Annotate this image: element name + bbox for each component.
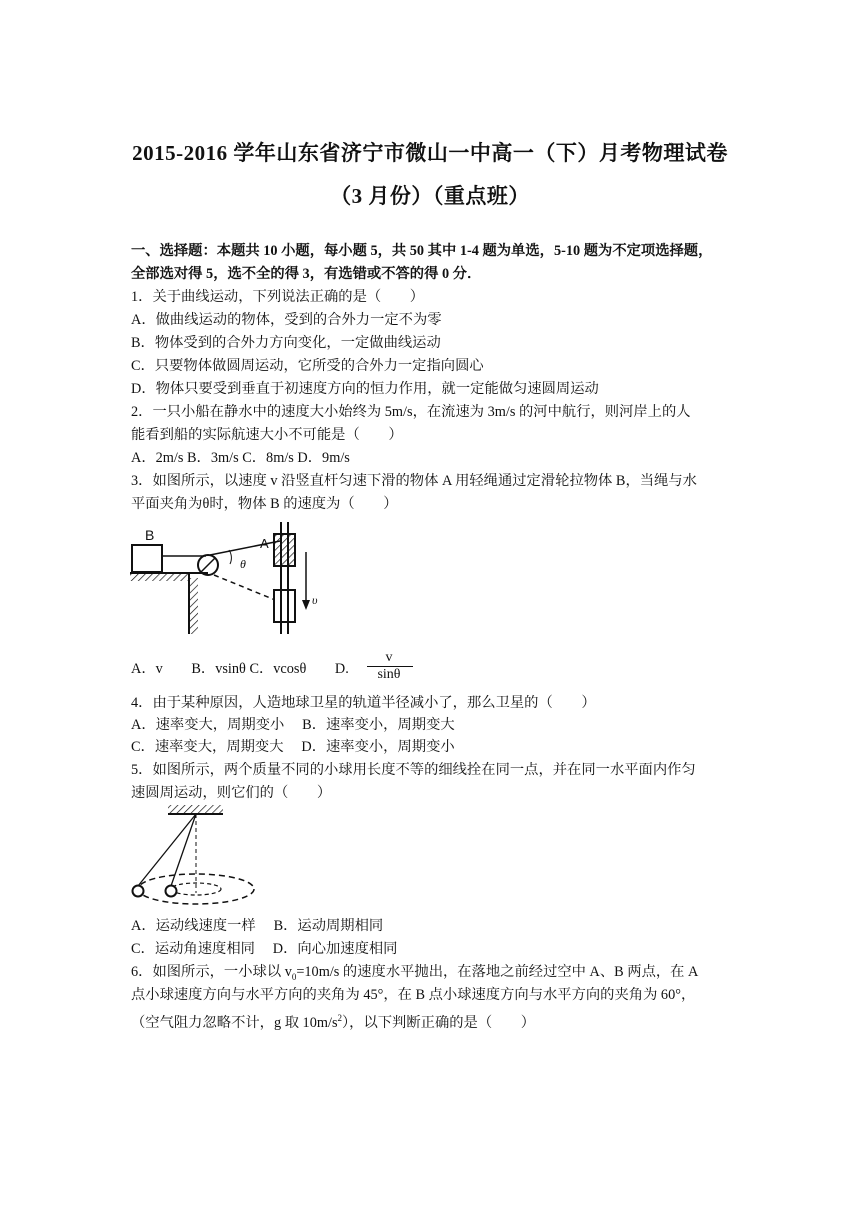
q1-option-a: A．做曲线运动的物体，受到的合外力一定不为零 [131,312,442,328]
q2-stem-line2: 能看到船的实际航速大小不可能是（ ） [131,427,403,443]
label-v: υ [312,593,318,607]
q6-line1-post: =10m/s 的速度水平抛出，在落地之前经过空中 A、B 两点，在 A [296,964,699,980]
exam-title-line1: 2015-2016 学年山东省济宁市微山一中高一（下）月考物理试卷 [132,141,728,165]
q2-stem-line1: 2．一只小船在静水中的速度大小始终为 5m/s，在流速为 3m/s 的河中航行，则河岸上的人 [131,404,691,420]
q6-stem-line2: 点小球速度方向与水平方向的夹角为 45°，在 B 点小球速度方向与水平方向的夹角为 60°， [131,987,696,1003]
q3-stem-line2: 平面夹角为θ时，物体 B 的速度为（ ） [131,496,398,512]
label-a: A [260,536,269,551]
q1-option-b: B．物体受到的合外力方向变化，一定做曲线运动 [131,335,441,351]
ball-outer [133,886,144,897]
q1-option-d: D．物体只要受到垂直于初速度方向的恒力作用，就一定能做匀速圆周运动 [131,381,599,397]
q6-line1-pre: 6．如图所示，一小球以 v [131,964,292,980]
exam-title-line2: （3 月份）（重点班） [330,184,530,208]
angle-arc [229,550,231,564]
q5-stem-line2: 速圆周运动，则它们的（ ） [131,785,332,801]
q3-options: A．v B．vsinθ C．vcosθ D. [131,661,349,677]
ball-inner [166,886,177,897]
object-a [274,534,295,566]
q6-stem-line1 [131,962,698,987]
string-long [138,814,196,886]
string-short [171,814,196,886]
q6-line1-sub: 0 [291,971,297,982]
ceiling-hatch [168,805,223,813]
q6-line3-sup: 2 [337,1013,343,1023]
block-b [132,545,162,572]
rope-slanted [210,541,280,555]
rope-dashed [214,575,280,602]
q4-stem: 4．由于某种原因，人造地球卫星的轨道半径减小了，那么卫星的（ ） [131,695,596,711]
section-heading-line1: 一、选择题：本题共 10 小题，每小题 5，共 50 其中 1-4 题为单选，5-10 题为不定项选择题， [131,243,713,259]
section-heading-line2: 全部选对得 5，选不全的得 3，有选错或不答的得 0 分． [131,266,482,282]
fraction-denominator: sinθ [377,667,401,682]
table-hatch [130,574,190,581]
label-b: B [145,527,155,543]
label-theta: θ [240,557,246,571]
fraction-numerator: v [385,650,393,665]
q5-stem-line1: 5．如图所示，两个质量不同的小球用长度不等的细线拴在同一点，并在同一水平面内作匀 [131,762,696,778]
q4-options-ab: A．速率变大，周期变小 B．速率变小，周期变大 [131,717,455,733]
q5-conical-pendulum-figure [128,805,263,909]
q3-stem-line1: 3．如图所示，以速度 v 沿竖直杆匀速下滑的物体 A 用轻绳通过定滑轮拉物体 B，当绳与水 [131,473,697,489]
q6-stem-line3 [131,1008,535,1033]
velocity-arrowhead [302,600,310,610]
q4-options-cd: C．速率变大，周期变大 D．速率变小，周期变小 [131,739,455,755]
object-a-lower [274,590,295,622]
q5-options-cd: C．运动角速度相同 D．向心加速度相同 [131,941,398,957]
q2-options: A．2m/s B．3m/s C．8m/s D．9m/s [131,450,350,466]
q6-line3-post: ），以下判断正确的是（ ） [342,1014,536,1031]
q3-pulley-figure [128,520,328,638]
pulley-axle [201,558,215,572]
q1-stem: 1．关于曲线运动，下列说法正确的是（ ） [131,289,425,305]
q5-options-ab: A．运动线速度一样 B．运动周期相同 [131,918,384,934]
q6-line3-pre: （空气阻力忽略不计，g 取 10m/s [131,1014,338,1031]
q1-option-c: C．只要物体做圆周运动，它所受的合外力一定指向圆心 [131,358,484,374]
q3-option-d-fraction [363,650,415,684]
wall-hatch [190,578,198,634]
